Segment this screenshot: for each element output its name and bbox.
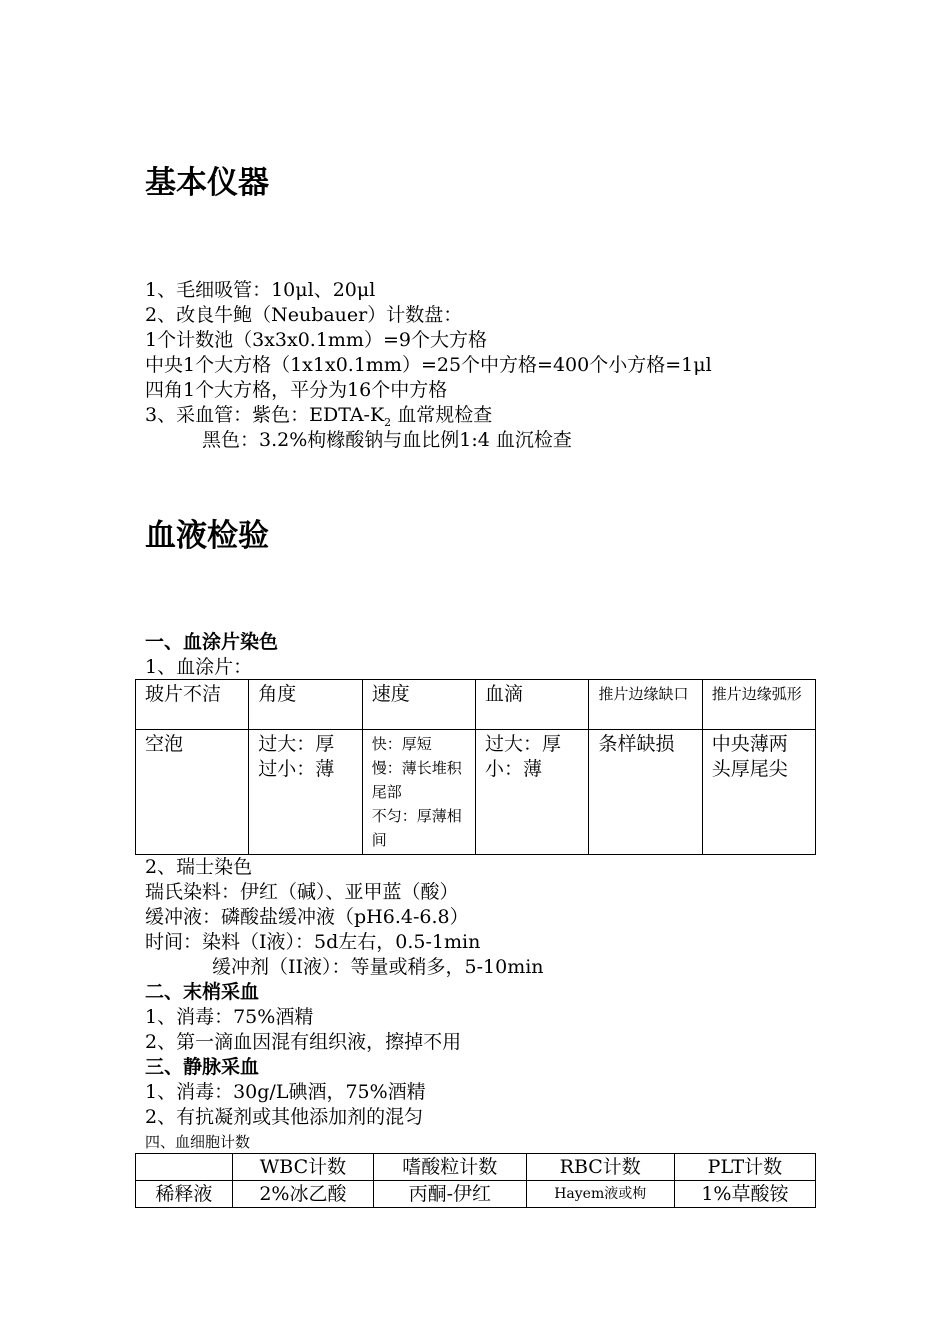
text-line: 1个计数池（3x3x0.1mm）=9个大方格 bbox=[145, 329, 487, 351]
subheading-peripheral: 二、末梢采血 bbox=[145, 981, 260, 1003]
table-header-row bbox=[136, 1154, 816, 1181]
tube-line-subscript: 2 bbox=[384, 415, 392, 429]
text-line: 四角1个大方格，平分为16个中方格 bbox=[145, 379, 448, 401]
subheading-cell-count: 四、血细胞计数 bbox=[145, 1133, 251, 1151]
cell-count-table bbox=[135, 1153, 816, 1208]
smear-table bbox=[135, 679, 816, 855]
subheading-smear-stain: 一、血涂片染色 bbox=[145, 631, 279, 653]
table-cell: 过大：厚 过小：薄 bbox=[249, 730, 362, 855]
table-cell: 条样缺损 bbox=[589, 730, 702, 855]
text-line: 2、改良牛鲍（Neubauer）计数盘： bbox=[145, 304, 463, 326]
table-cell: 角度 bbox=[249, 680, 362, 730]
tube-line-prefix: 3、采血管：紫色：EDTA-K bbox=[145, 404, 385, 426]
table-cell: 血滴 bbox=[476, 680, 589, 730]
table-cell: 稀释液 bbox=[136, 1181, 233, 1208]
text-line: 2、瑞士染色 bbox=[145, 856, 253, 878]
tube-black-line: 黑色：3.2%枸橼酸钠与血比例1:4 血沉检查 bbox=[202, 429, 572, 451]
table-cell: 快：厚短 慢：薄长堆积尾部 不匀：厚薄相间 bbox=[362, 730, 475, 855]
table-cell: 过大：厚 小：薄 bbox=[476, 730, 589, 855]
table-cell: 丙酮-伊红 bbox=[373, 1181, 526, 1208]
table-cell: RBC计数 bbox=[526, 1154, 674, 1181]
section-title-basic-instruments: 基本仪器 bbox=[145, 165, 269, 201]
text-line: 1、消毒：30g/L碘酒，75%酒精 bbox=[145, 1081, 426, 1103]
text-line: 1、消毒：75%酒精 bbox=[145, 1006, 314, 1028]
table-row bbox=[136, 1181, 816, 1208]
table-cell: 玻片不洁 bbox=[136, 680, 249, 730]
table-row bbox=[136, 730, 816, 855]
text-line: 2、有抗凝剂或其他添加剂的混匀 bbox=[145, 1106, 424, 1128]
table-cell: 2%冰乙酸 bbox=[232, 1181, 373, 1208]
table-cell: 中央薄两头厚尾尖 bbox=[702, 730, 815, 855]
text-line: 缓冲剂（II液）：等量或稍多，5-10min bbox=[212, 956, 544, 978]
tube-line-suffix: 血常规检查 bbox=[391, 404, 493, 426]
table-header-row bbox=[136, 680, 816, 730]
section-title-blood-test: 血液检验 bbox=[145, 518, 269, 554]
table-cell: Hayem液或枸 bbox=[526, 1181, 674, 1208]
text-line: 缓冲液：磷酸盐缓冲液（pH6.4-6.8） bbox=[145, 906, 469, 928]
table-cell: 1%草酸铵 bbox=[674, 1181, 815, 1208]
table-cell: 推片边缘弧形 bbox=[702, 680, 815, 730]
text-line: 1、毛细吸管：10μl、20μl bbox=[145, 279, 376, 301]
text-line: 2、第一滴血因混有组织液，擦掉不用 bbox=[145, 1031, 462, 1053]
text-line: 时间：染料（I液）：5d左右，0.5-1min bbox=[145, 931, 481, 953]
table-cell: WBC计数 bbox=[232, 1154, 373, 1181]
table-cell: 嗜酸粒计数 bbox=[373, 1154, 526, 1181]
text-line: 瑞氏染料：伊红（碱）、亚甲蓝（酸） bbox=[145, 881, 459, 903]
table-cell bbox=[136, 1154, 233, 1181]
subheading-venous: 三、静脉采血 bbox=[145, 1056, 260, 1078]
table-cell: 推片边缘缺口 bbox=[589, 680, 702, 730]
text-line: 中央1个大方格（1x1x0.1mm）=25个中方格=400个小方格=1μl bbox=[145, 354, 712, 376]
table-cell: 空泡 bbox=[136, 730, 249, 855]
smear-label: 1、血涂片： bbox=[145, 656, 253, 678]
table-cell: 速度 bbox=[362, 680, 475, 730]
table-cell: PLT计数 bbox=[674, 1154, 815, 1181]
